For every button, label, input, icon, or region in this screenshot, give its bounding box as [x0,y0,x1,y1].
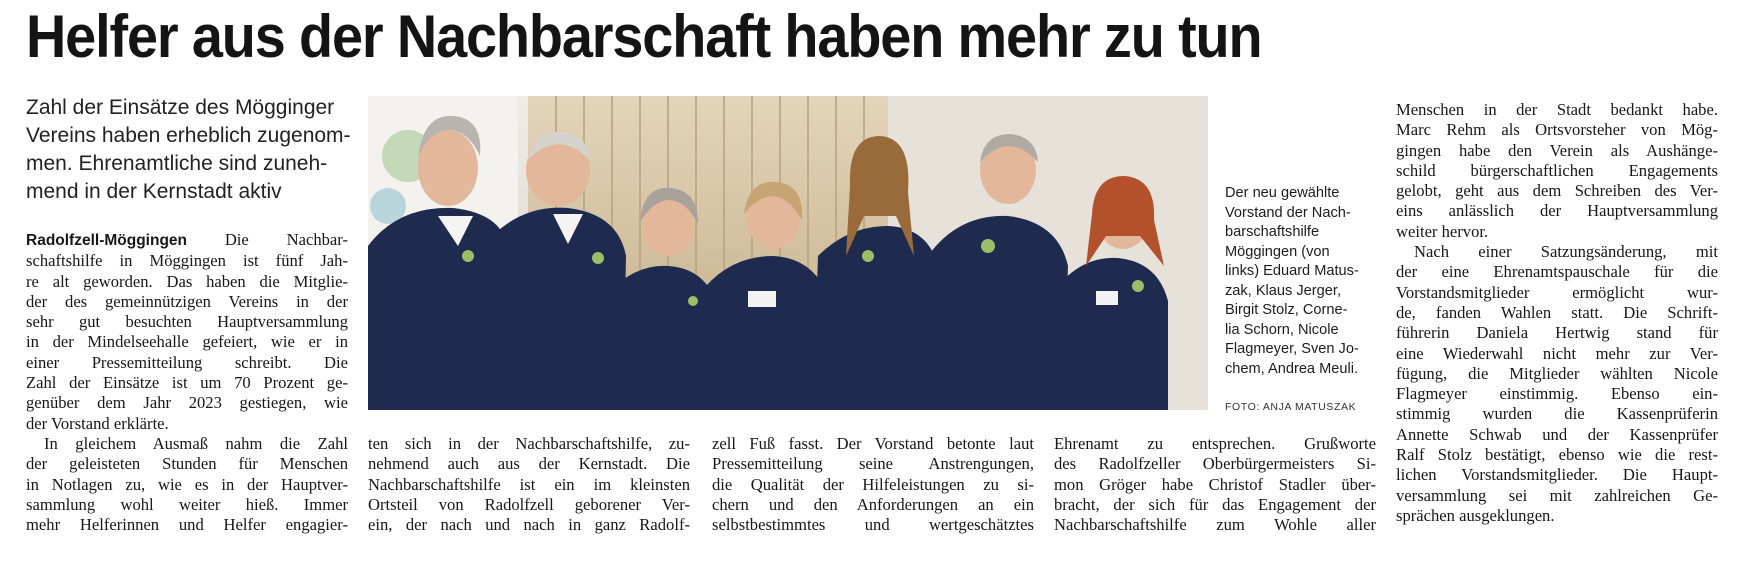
body-line: schaftshilfe in Möggingen ist fünf Jah- [26,251,348,271]
body-line: Vorstandsmitglieder ermöglicht wur- [1396,282,1718,302]
body-line: sammlung wohl weiter hieß. Immer [26,494,348,514]
body-line: mon Gröger habe Christof Stadler über- [1054,474,1376,494]
article-photo [368,96,1208,410]
body-line: nehmend auch aus der Kernstadt. Die [368,454,690,474]
teaser [26,94,351,206]
article-column-3 [712,434,1034,535]
caption-line: lia Schorn, Nicole [1225,321,1339,338]
body-line: bracht, der sich für das Engagement der [1054,494,1376,514]
photo-caption [1225,184,1375,379]
dateline: Radolfzell-Möggingen [26,232,188,249]
body-line: Nachbarschaftshilfe ist ein im kleinsten [368,474,690,494]
body-line: versammlung sei mit zahlreichen Ge- [1396,485,1718,505]
body-line: in der Mindelseehalle gefeiert, wie er in [26,332,348,352]
body-line: der eine Ehrenamtspauschale für die [1396,262,1718,282]
caption-line: zak, Klaus Jerger, [1225,282,1341,299]
caption-line: links) Eduard Matus- [1225,263,1359,279]
body-line: zell Fuß fasst. Der Vorstand betonte laut [712,434,1034,453]
body-line: der Vorstand erklärte. [26,413,169,433]
teaser-line: Zahl der Einsätze des Mögginger [26,96,335,119]
body-line: in Notlagen zu, wie es in der Hauptver- [26,474,348,494]
body-line: sehr gut besuchten Hauptversammlung [26,312,348,332]
body-line: stimmig wurden die Kassenprüferin [1396,404,1718,424]
caption-line: Flagmeyer, Sven Jo- [1225,341,1359,357]
body-line: schild bürgerschaftlichen Engagements [1396,160,1718,180]
body-line: Zahl der Einsätze ist um 70 Prozent ge- [26,373,348,393]
body-line: des Radolfzeller Oberbürgermeisters Si- [1054,454,1376,474]
body-line: ein, der nach und nach in ganz Radolf- [368,515,690,535]
body-line: de, fanden Wahlen statt. Die Schrift- [1396,302,1718,322]
teaser-line: mend in der Kernstadt aktiv [26,180,282,203]
body-line: eins anlässlich der Hauptversammlung [1396,201,1718,221]
photo-credit: FOTO: ANJA MATUSZAK [1225,401,1357,413]
body-line: gelobt, geht aus dem Schreiben des Ver- [1396,181,1718,201]
body-line: der geleisteten Stunden für Menschen [26,454,348,474]
caption-line: Möggingen (von [1225,243,1330,260]
body-line: Annette Schwab und der Kassenprüfer [1396,424,1718,444]
caption-line: Der neu gewählte [1225,185,1340,201]
body-line: der des gemeinnützigen Vereins in der [26,291,348,311]
teaser-line: Vereins haben erheblich zugenom- [26,124,351,147]
caption-line: chem, Andrea Meuli. [1225,360,1359,377]
body-line: Nach einer Satzungsänderung, mit [1414,242,1718,262]
article-column-1 [26,230,348,535]
body-line: lichen Vorstandsmitglieder. Die Haupt- [1396,465,1718,485]
body-line: Ehrenamt zu entsprechen. Grußworte [1054,434,1376,453]
body-line: In gleichem Ausmaß nahm die Zahl [44,433,348,453]
body-line: ten sich in der Nachbarschaftshilfe, zu- [368,434,690,453]
teaser-line: men. Ehrenamtliche sind zuneh- [26,152,328,175]
body-line: Flagmeyer einstimmig. Ebenso ein- [1396,384,1718,404]
body-line: mehr Helferinnen und Helfer engagier- [26,515,348,535]
body-line: genüber dem Jahr 2023 gestiegen, wie [26,393,348,413]
caption-line: Birgit Stolz, Corne- [1225,302,1348,318]
body-line: führerin Daniela Hertwig stand für [1396,323,1718,343]
body-line: selbstbestimmtes und wertgeschätztes [712,515,1034,535]
article-column-5 [1396,100,1718,526]
article-column-4 [1054,434,1376,535]
body-line: sprächen ausgeklungen. [1396,505,1555,525]
body-line: chern und den Anforderungen an ein [712,494,1034,514]
body-line: einer Pressemitteilung schreibt. Die [26,352,348,372]
body-line: Ortsteil von Radolfzell geborener Ver- [368,494,690,514]
body-line: eine Wiederwahl nicht mehr zur Ver- [1396,343,1718,363]
body-line: Radolfzell-Möggingen Die Nachbar- [26,230,348,249]
caption-line: Vorstand der Nach- [1225,204,1351,221]
body-line: Marc Rehm als Ortsvorsteher von Mög- [1396,120,1718,140]
headline: Helfer aus der Nachbarschaft haben mehr zu tun [26,3,1262,70]
body-line: Menschen in der Stadt bedankt habe. [1396,100,1718,119]
body-line: gingen habe den Verein als Aushänge- [1396,140,1718,160]
body-line: re alt geworden. Das haben die Mitglie- [26,271,348,291]
group-photo [368,96,1208,410]
body-line: Pressemitteilung seine Anstrengungen, [712,454,1034,474]
body-line: fügung, die Mitglieder wählten Nicole [1396,363,1718,383]
caption-line: barschaftshilfe [1225,224,1320,240]
article-column-2 [368,434,690,535]
body-line: Ralf Stolz bestätigt, ebenso wie die rest- [1396,445,1718,465]
body-line: Nachbarschaftshilfe zum Wohle aller [1054,515,1376,535]
body-line: weiter hervor. [1396,221,1489,241]
body-line: die Qualität der Hilfeleistungen zu si- [712,474,1034,494]
